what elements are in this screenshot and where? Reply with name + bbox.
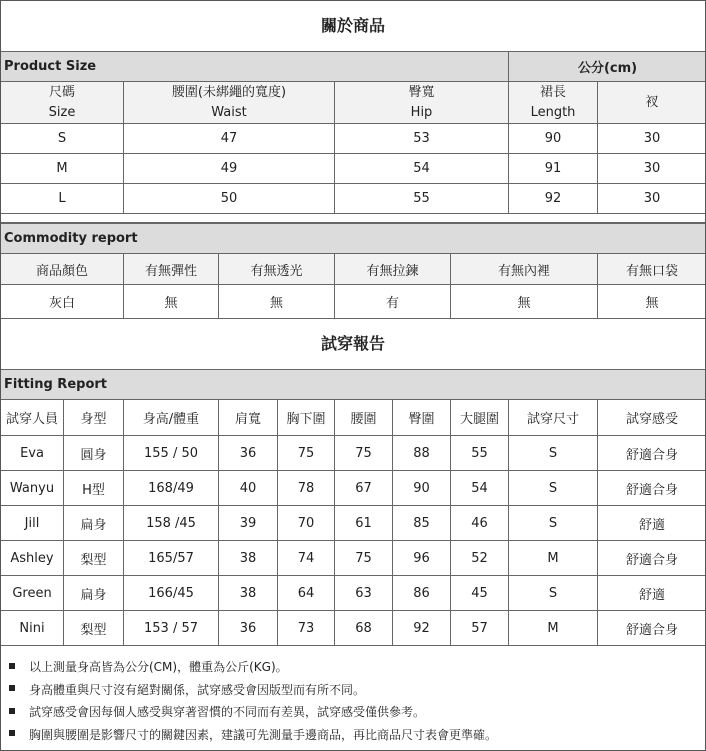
fitting-cell: M [509, 541, 598, 576]
fitting-cell: 158 /45 [124, 506, 219, 541]
size-cell: 54 [335, 154, 509, 184]
about-product-title: 關於商品 [320, 16, 385, 35]
fitting-cell: 38 [219, 541, 278, 576]
fitting-cell: Jill [1, 506, 64, 541]
fitting-cell: 73 [278, 611, 335, 646]
note-text: 胸圍與腰圍是影響尺寸的關鍵因素，建議可先測量手邊商品，再比商品尺寸表會更準確。 [29, 727, 498, 742]
commodity-header-cell: 有無透光 [219, 254, 335, 285]
fitting-header-cell: 腰圍 [335, 400, 393, 436]
fitting-cell: 舒適合身 [598, 471, 706, 506]
fitting-cell: 52 [451, 541, 509, 576]
size-cell: 30 [598, 124, 706, 154]
note-item [9, 679, 705, 702]
fitting-row [1, 436, 706, 471]
fitting-cell: Eva [1, 436, 64, 471]
size-row [1, 124, 706, 154]
fitting-cell: 166/45 [124, 576, 219, 611]
fitting-header-cell: 試穿尺寸 [509, 400, 598, 436]
fitting-cell: 165/57 [124, 541, 219, 576]
size-cell: 90 [509, 124, 598, 154]
size-row [1, 154, 706, 184]
note-item [9, 656, 705, 679]
fitting-cell: 75 [335, 436, 393, 471]
fitting-cell: 64 [278, 576, 335, 611]
commodity-value-cell: 無 [598, 285, 706, 319]
size-cell: 30 [598, 154, 706, 184]
fitting-cell: Nini [1, 611, 64, 646]
unit-label: 公分(cm) [509, 52, 706, 82]
fitting-cell: 96 [393, 541, 451, 576]
fitting-cell: 圓身 [64, 436, 124, 471]
fitting-header-cell: 試穿感受 [598, 400, 706, 436]
fitting-cell: 舒適合身 [598, 611, 706, 646]
size-header-text: 腰圍(未綁繩的寬度) [171, 84, 287, 100]
fitting-header-cell: 身高/體重 [124, 400, 219, 436]
size-cell: 47 [124, 124, 335, 154]
note-item [9, 724, 705, 747]
fitting-cell: 86 [393, 576, 451, 611]
fitting-cell: 梨型 [64, 541, 124, 576]
fitting-cell: 舒適合身 [598, 436, 706, 471]
commodity-header-cell: 商品顏色 [1, 254, 124, 285]
size-cell: 49 [124, 154, 335, 184]
commodity-header-cell: 有無彈性 [124, 254, 219, 285]
fitting-cell: 55 [451, 436, 509, 471]
size-header-cell [1, 82, 124, 124]
fitting-cell: 45 [451, 576, 509, 611]
size-header-text: 衩 [645, 94, 659, 110]
fitting-row [1, 506, 706, 541]
fitting-cell: 92 [393, 611, 451, 646]
fitting-cell: 155 / 50 [124, 436, 219, 471]
note-text: 試穿感受會因每個人感受與穿著習慣的不同而有差異，試穿感受僅供參考。 [29, 705, 426, 719]
commodity-header-cell: 有無拉鍊 [335, 254, 451, 285]
fitting-cell: 75 [278, 436, 335, 471]
fitting-cell: Wanyu [1, 471, 64, 506]
size-cell: 91 [509, 154, 598, 184]
note-item [9, 701, 705, 724]
fitting-report-title: 試穿報告 [320, 334, 385, 353]
fitting-cell: 78 [278, 471, 335, 506]
fitting-header-cell: 大腿圍 [451, 400, 509, 436]
fitting-header-cell: 臀圍 [393, 400, 451, 436]
size-header-text: 尺碼 [48, 84, 75, 100]
fitting-cell: 54 [451, 471, 509, 506]
fitting-cell: 39 [219, 506, 278, 541]
size-header-cell [598, 82, 706, 124]
fitting-cell: 38 [219, 576, 278, 611]
bullet-icon [9, 708, 15, 714]
fitting-cell: 153 / 57 [124, 611, 219, 646]
fitting-cell: 40 [219, 471, 278, 506]
fitting-cell: M [509, 611, 598, 646]
fitting-cell: 168/49 [124, 471, 219, 506]
size-cell: 55 [335, 184, 509, 214]
commodity-value-cell: 灰白 [1, 285, 124, 319]
fitting-cell: 67 [335, 471, 393, 506]
fitting-cell: 梨型 [64, 611, 124, 646]
commodity-value-cell: 無 [451, 285, 598, 319]
size-cell: M [1, 154, 124, 184]
size-header-text: 裙長 [539, 84, 566, 100]
fitting-cell: 63 [335, 576, 393, 611]
fitting-row [1, 576, 706, 611]
fitting-cell: 68 [335, 611, 393, 646]
fitting-cell: 扁身 [64, 576, 124, 611]
fitting-cell: S [509, 576, 598, 611]
fitting-cell: 88 [393, 436, 451, 471]
bullet-icon [9, 730, 15, 736]
size-header-text: Length [530, 104, 576, 120]
fitting-cell: Green [1, 576, 64, 611]
fitting-cell: 90 [393, 471, 451, 506]
fitting-cell: 舒適 [598, 576, 706, 611]
fitting-cell: H型 [64, 471, 124, 506]
fitting-header-cell: 試穿人員 [1, 400, 64, 436]
fitting-row [1, 471, 706, 506]
fitting-cell: 46 [451, 506, 509, 541]
spacer [1, 214, 705, 223]
fitting-report-table [0, 369, 706, 646]
fitting-cell: 75 [335, 541, 393, 576]
fitting-cell: 舒適 [598, 506, 706, 541]
product-size-table [0, 51, 706, 214]
fitting-cell: S [509, 436, 598, 471]
commodity-header-row [1, 254, 706, 285]
size-header-text: Hip [410, 104, 433, 120]
fitting-cell: S [509, 471, 598, 506]
fitting-cell: 74 [278, 541, 335, 576]
size-cell: L [1, 184, 124, 214]
notes-list [1, 646, 705, 746]
size-header-cell [124, 82, 335, 124]
bullet-icon [9, 663, 15, 669]
fitting-cell: 36 [219, 436, 278, 471]
size-cell: 50 [124, 184, 335, 214]
size-cell: 92 [509, 184, 598, 214]
fitting-header-cell: 身型 [64, 400, 124, 436]
size-header-text: Waist [211, 104, 247, 120]
size-cell: S [1, 124, 124, 154]
fitting-cell: 扁身 [64, 506, 124, 541]
size-header-text: Size [48, 104, 76, 120]
fitting-header-cell: 肩寬 [219, 400, 278, 436]
fitting-row [1, 541, 706, 576]
size-row [1, 184, 706, 214]
fitting-row [1, 611, 706, 646]
size-header-cell [509, 82, 598, 124]
fitting-cell: Ashley [1, 541, 64, 576]
commodity-values-row [1, 285, 706, 319]
fitting-header-cell: 胸下圍 [278, 400, 335, 436]
fitting-cell: 70 [278, 506, 335, 541]
fitting-cell: 36 [219, 611, 278, 646]
bullet-icon [9, 685, 15, 691]
commodity-value-cell: 無 [124, 285, 219, 319]
size-cell: 30 [598, 184, 706, 214]
commodity-header-cell: 有無內裡 [451, 254, 598, 285]
fitting-cell: 61 [335, 506, 393, 541]
fitting-header-row [1, 400, 706, 436]
fitting-cell: S [509, 506, 598, 541]
fitting-report-label: Fitting Report [1, 370, 706, 400]
commodity-value-cell: 無 [219, 285, 335, 319]
size-cell: 53 [335, 124, 509, 154]
commodity-report-table [0, 223, 706, 319]
commodity-value-cell: 有 [335, 285, 451, 319]
note-text: 以上測量身高皆為公分(CM)，體重為公斤(KG)。 [29, 660, 288, 674]
fitting-cell: 85 [393, 506, 451, 541]
size-header-cell [335, 82, 509, 124]
note-text: 身高體重與尺寸沒有絕對關係，試穿感受會因版型而有所不同。 [29, 682, 366, 697]
commodity-report-label: Commodity report [1, 224, 706, 254]
fitting-cell: 舒適合身 [598, 541, 706, 576]
fitting-cell: 57 [451, 611, 509, 646]
product-size-label: Product Size [1, 52, 509, 82]
size-header-text: 臀寬 [408, 84, 435, 100]
size-header-row [1, 82, 706, 124]
commodity-header-cell: 有無口袋 [598, 254, 706, 285]
